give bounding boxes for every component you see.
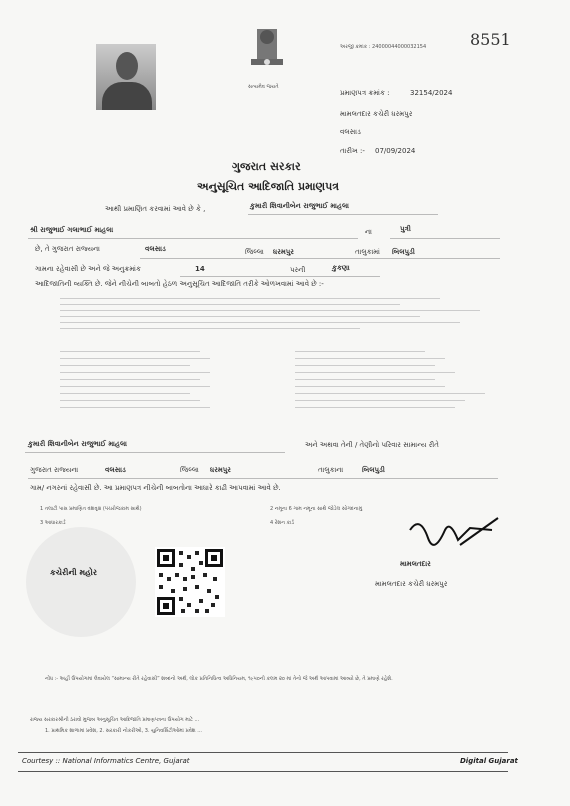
- basis-item-3: 3 આધારકાર્ડ: [40, 520, 66, 526]
- national-emblem-icon: [245, 27, 289, 79]
- taluka-label: તાલુકામાં: [355, 248, 380, 256]
- signatory-title: મામલતદાર: [400, 560, 431, 568]
- taluka-label-2: તાલુકાના: [318, 466, 344, 474]
- digital-gujarat-text: Digital Gujarat: [460, 757, 518, 765]
- applicant-photo: [96, 44, 156, 110]
- basis-item-4: 4 રેશન કાર્ડ: [270, 520, 295, 526]
- village-text: ગામ/ નગરનાં રહેવાસી છે. આ પ્રમાણપત્ર નીચેની બાબતોના આધારે કાઢી આપવામાં આવે છે.: [30, 484, 281, 492]
- state-text-2: ગુજરાત રાજ્યના: [30, 466, 79, 474]
- district-2: વલસાડ: [105, 466, 126, 474]
- footer-note-3: 1. પ્રાથમિક શાળામાં પ્રવેશ, 2. સરકારી નોકરીઓ, 3. યુનિવર્સિટીઓમાં પ્રવેશ ...: [45, 728, 203, 734]
- signatory-office: મામલતદાર કચેરી ધરમપુર: [375, 580, 448, 588]
- tribe-text: આદિજાતિની વ્યક્તિ છે. જેને નીચેની બાબતો હેઠળ અનુસૂચિત આદિજાતિ તરીકે ઓળખવામાં આવે છે :-: [35, 280, 324, 288]
- district: વલસાડ: [145, 245, 166, 253]
- handwritten-number: 8551: [470, 30, 511, 49]
- community-text: ગામના રહેવાસી છે અને જે અનુક્રમાંક: [35, 265, 141, 273]
- certificate-number-label: પ્રમાણપત્ર ક્રમાંક :: [340, 89, 390, 97]
- qr-code-icon: [155, 547, 225, 617]
- certificate-title: અનુસૂચિત આદિજાતિ પ્રમાણપત્ર: [197, 180, 340, 193]
- issuing-office: મામલતદાર કચેરી ધરમપુર: [340, 110, 413, 118]
- legal-orders-block: [60, 293, 500, 334]
- courtesy-text: Courtesy :: National Informatics Centre, Gujarat: [22, 757, 190, 765]
- holder-name: કુમારી શિવાનીબેન રાજુભાઈ માહલા: [250, 202, 349, 210]
- date-label: તારીખ :-: [340, 147, 365, 155]
- legal-orders-left: [60, 345, 260, 414]
- basis-item-2: 2 નમૂના 6 ગામ નમૂના સાથે જોડેલ સોગંદનામું: [270, 506, 363, 512]
- district-label: જિલ્લા: [245, 248, 264, 256]
- application-number: અરજી ક્રમાંક : 24000044000032154: [340, 44, 427, 50]
- village: બિલપુડી: [392, 248, 415, 256]
- signature-icon: [400, 510, 500, 560]
- office-seal-label: કચેરીની મહોર: [50, 568, 97, 577]
- legal-orders-right: [295, 345, 505, 414]
- issuing-district: વલસાડ: [340, 128, 361, 136]
- para-label: પરની: [290, 266, 306, 274]
- serial-number: 14: [195, 265, 205, 273]
- government-title: ગુજરાત સરકાર: [232, 160, 301, 173]
- village-2: બિલપુડી: [362, 466, 385, 474]
- footer-note-1: નોંધ :- અહીં ઉપયોગમાં લેવાયેલ “સામાન્ય રીતે રહેવાસી” શબ્દનો અર્થ, લોક પ્રતિનિધિત્વ અધિનિયમ, ૧૯૫૦ની કલમ ૨૦ માં તેનો જે અર્થ આપવામાં આવ્યો છે, તે પ્રમાણે રહેશે.: [45, 676, 393, 682]
- certify-text: આથી પ્રમાણિત કરવામાં આવે છે કે ,: [105, 205, 206, 213]
- footer-note-2: રાજ્ય સરકારશ્રીની ઠરાવો મુજબ અનુસૂચિત આદિજાતિ પ્રમાણપત્રના ઉપયોગ માટે ...: [30, 717, 200, 723]
- holder-name-2: કુમારી શિવાનીબેન રાજુભાઈ માહલા: [28, 440, 127, 448]
- district-label-2: જિલ્લા: [180, 466, 199, 474]
- relation-label: ના: [365, 228, 372, 236]
- emblem-caption: સત્યમેવ જયતે: [248, 84, 279, 90]
- family-text: અને અથવા તેની / તેણીનો પરિવાર સામાન્ય રીતે: [305, 441, 439, 449]
- office-seal: [26, 527, 136, 637]
- parent-name: શ્રી રાજુભાઈ ગલાભાઈ માહલા: [30, 226, 114, 234]
- taluka: ધરમપુર: [273, 248, 294, 256]
- state-text: છે, તે ગુજરાત રાજ્યના: [35, 245, 100, 253]
- relation: પુત્રી: [400, 225, 411, 233]
- basis-item-1: 1 તલાટી પાસ પ્રમાણિત વંશવૃક્ષ (પંચરોજકામ સાથે): [40, 506, 142, 512]
- tribe-name: કુકણા: [332, 264, 350, 272]
- certificate-number: 32154/2024: [410, 89, 453, 97]
- issue-date: 07/09/2024: [375, 147, 416, 155]
- taluka-2: ધરમપુર: [210, 466, 231, 474]
